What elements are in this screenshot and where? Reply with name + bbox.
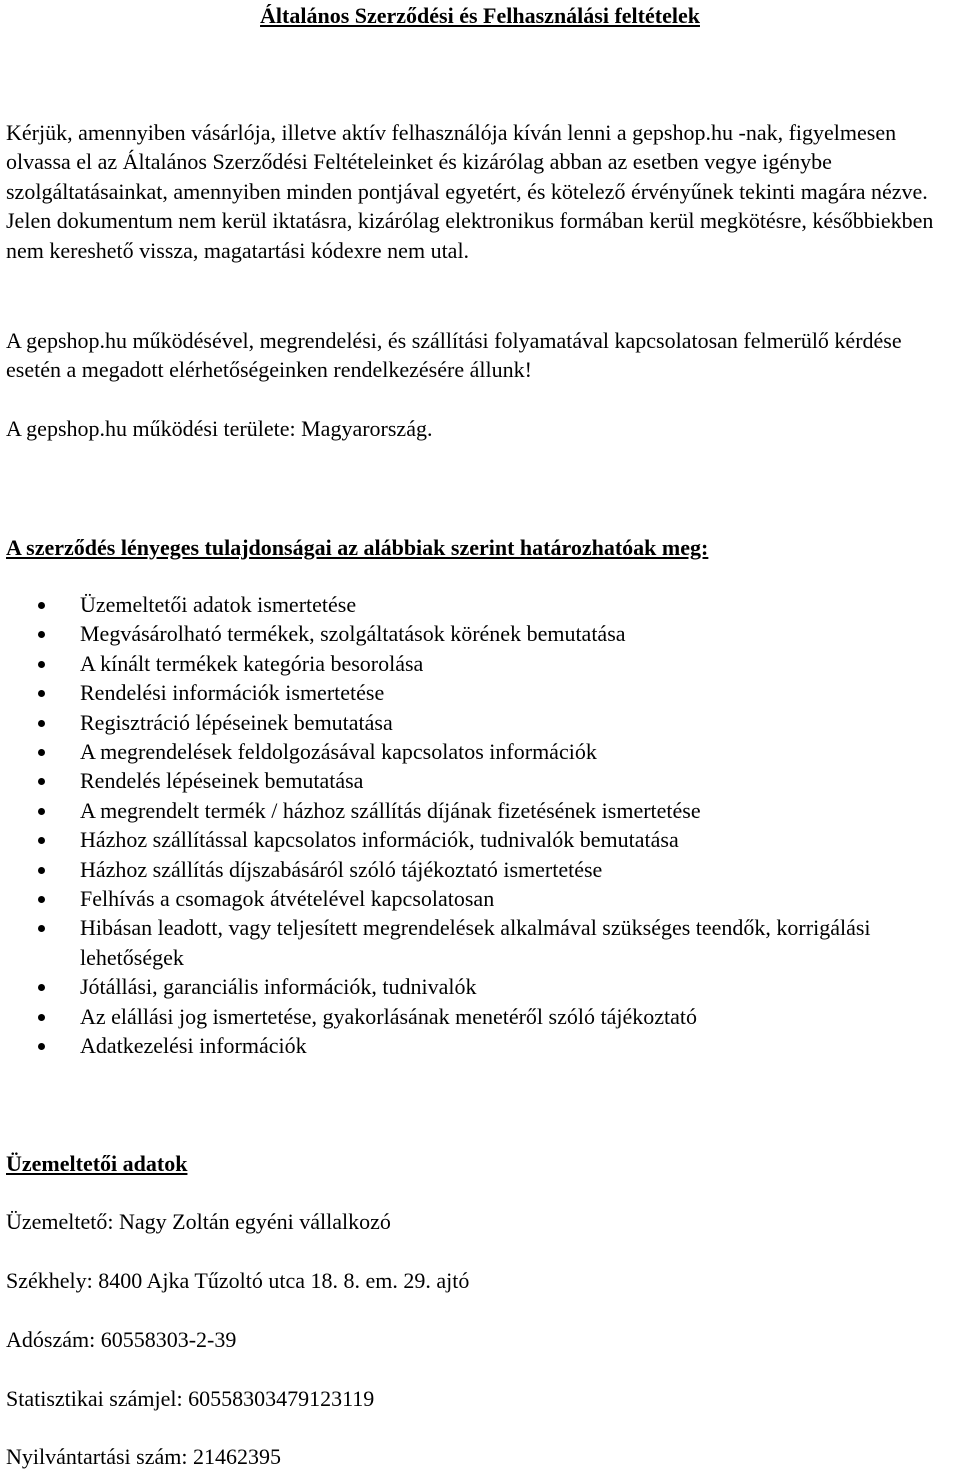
list-item	[0, 1002, 900, 1031]
list-item	[0, 796, 900, 825]
list-item	[0, 678, 900, 707]
bullet-icon	[38, 1014, 45, 1021]
list-item-text: Jótállási, garanciális információk, tudnivalók	[80, 974, 477, 1000]
list-item	[0, 737, 900, 766]
seat-line: Székhely: 8400 Ajka Tűzoltó utca 18. 8. em. 29. ajtó	[6, 1268, 470, 1293]
list-item-text: Hibásan leadott, vagy teljesített megrendelések alkalmával szükséges teendők, korrigálási lehetőségek	[80, 915, 871, 970]
list-item	[0, 649, 900, 678]
registration-number-line: Nyilvántartási szám: 21462395	[6, 1444, 281, 1469]
list-item	[0, 766, 900, 795]
list-item	[0, 1031, 900, 1060]
intro-paragraph: Kérjük, amennyiben vásárlója, illetve aktív felhasználója kíván lenni a gepshop.hu -nak, figyelmesen olvassa el az Általános Szerződési Feltételeinket és kizárólag abban az esetben vegye igénybe szolgáltatásainkat, amennyiben minden pontjával egyetért, és kötelező érvényűnek tekinti magára nézve. Jelen dokumentum nem kerül iktatásra, kizárólag elektronikus formában kerül megkötésre, későbbiekben nem kereshető vissza, magatartási kódexre nem utal.	[6, 120, 934, 263]
bullet-icon	[38, 1043, 45, 1050]
list-item-text: Üzemeltetői adatok ismertetése	[80, 592, 357, 617]
bullet-icon	[38, 896, 45, 903]
territory-paragraph: A gepshop.hu működési területe: Magyarország.	[6, 416, 433, 441]
list-item	[0, 708, 900, 737]
operator-data-heading: Üzemeltetői adatok	[6, 1151, 188, 1176]
bullet-icon	[38, 631, 45, 638]
list-item-text: Rendelési információk ismertetése	[80, 680, 385, 706]
bullet-icon	[38, 984, 45, 991]
list-item	[0, 825, 900, 854]
list-item-text: Regisztráció lépéseinek bemutatása	[80, 709, 393, 735]
statistical-number-line: Statisztikai számjel: 60558303479123119	[6, 1386, 375, 1411]
list-item-text: Rendelés lépéseinek bemutatása	[80, 768, 364, 794]
bullet-icon	[38, 837, 45, 844]
bullet-icon	[38, 602, 45, 609]
bullet-icon	[38, 690, 45, 697]
operation-paragraph: A gepshop.hu működésével, megrendelési, és szállítási folyamatával kapcsolatosan felmerülő kérdése esetén a megadott elérhetőségeinken rendelkezésére állunk!	[6, 328, 902, 383]
list-item-text: Megvásárolható termékek, szolgáltatások körének bemutatása	[80, 621, 626, 647]
list-item	[0, 913, 900, 972]
list-item	[0, 855, 900, 884]
operator-line: Üzemeltető: Nagy Zoltán egyéni vállalkozó	[6, 1209, 391, 1234]
list-item	[0, 590, 900, 619]
contract-properties-heading: A szerződés lényeges tulajdonságai az alábbiak szerint határozhatóak meg:	[6, 535, 709, 560]
list-item	[0, 884, 900, 913]
list-item-text: Felhívás a csomagok átvételével kapcsolatosan	[80, 886, 495, 912]
bullet-icon	[38, 661, 45, 668]
list-item-text: A megrendelt termék / házhoz szállítás díjának fizetésének ismertetése	[80, 797, 701, 823]
bullet-icon	[38, 720, 45, 727]
contract-properties-list	[0, 590, 900, 1061]
bullet-icon	[38, 867, 45, 874]
list-item-text: Adatkezelési információk	[80, 1033, 307, 1059]
list-item-text: Az elállási jog ismertetése, gyakorlásának menetéről szóló tájékoztató	[80, 1003, 697, 1029]
list-item-text: Házhoz szállítás díjszabásáról szóló tájékoztató ismertetése	[80, 856, 603, 882]
list-item-text: A megrendelések feldolgozásával kapcsolatos információk	[80, 739, 597, 765]
bullet-icon	[38, 808, 45, 815]
bullet-icon	[38, 925, 45, 932]
bullet-icon	[38, 778, 45, 785]
list-item	[0, 972, 900, 1001]
tax-number-line: Adószám: 60558303-2-39	[6, 1327, 237, 1352]
list-item-text: A kínált termékek kategória besorolása	[80, 650, 424, 676]
list-item-text: Házhoz szállítással kapcsolatos információk, tudnivalók bemutatása	[80, 827, 679, 853]
list-item	[0, 619, 900, 648]
bullet-icon	[38, 749, 45, 756]
document-title: Általános Szerződési és Felhasználási feltételek	[260, 3, 700, 28]
